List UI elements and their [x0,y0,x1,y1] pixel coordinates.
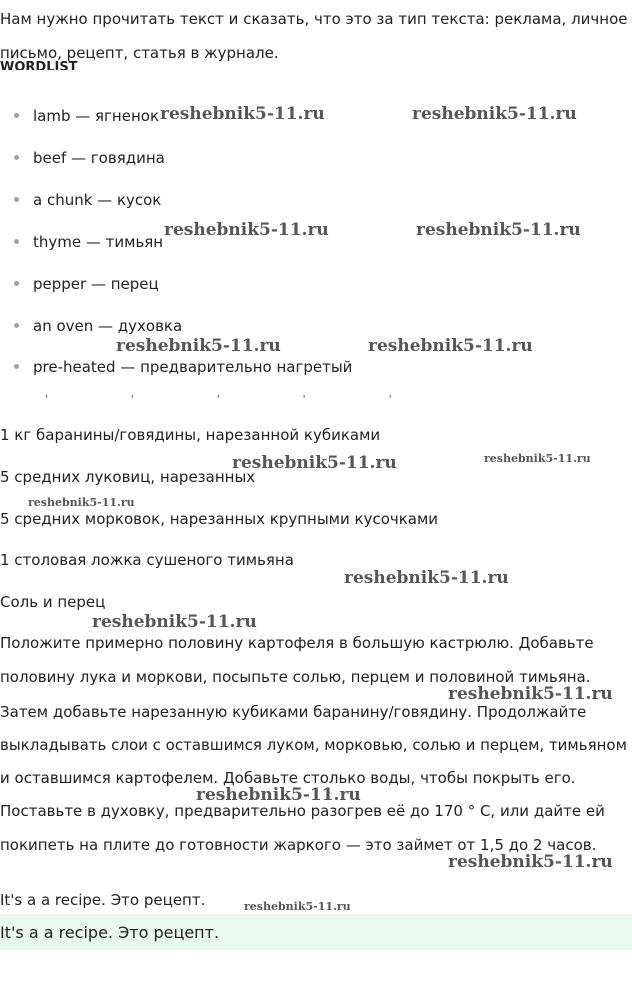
watermark: reshebnik5-11.ru [116,336,281,356]
ingredient-line: Соль и перец [0,593,106,611]
method-line: покипеть на плите до готовности жаркого — это займет от 1,5 до 2 часов. [0,836,597,854]
bullet-icon [14,239,19,244]
watermark: reshebnik5-11.ru [448,852,613,872]
bullet-icon [14,155,19,160]
watermark: reshebnik5-11.ru [344,568,509,588]
bullet-icon [14,197,19,202]
method-line: Положите примерно половину картофеля в большую кастрюлю. Добавьте [0,634,594,652]
list-item: pre-heated — предварительно нагретый [14,358,352,376]
watermark: reshebnik5-11.ru [412,104,577,124]
watermark: reshebnik5-11.ru [484,452,591,465]
watermark: reshebnik5-11.ru [196,785,361,805]
watermark: reshebnik5-11.ru [92,612,257,632]
wordlist-heading: WORDLIST [0,60,78,70]
bullet-icon [14,323,19,328]
watermark: reshebnik5-11.ru [244,900,351,913]
list-item: thyme — тимьян [14,233,163,251]
list-item: beef — говядина [14,149,165,167]
method-line: Поставьте в духовку, предварительно разогрев её до 170 ° C, или дайте ей [0,802,605,820]
watermark: reshebnik5-11.ru [448,684,613,704]
ingredient-line: 1 кг баранины/говядины, нарезанной кубиками [0,426,381,444]
method-line: и оставшимся картофелем. Добавьте столько воды, чтобы покрыть его. [0,769,576,787]
watermark: reshebnik5-11.ru [232,453,397,473]
list-item: pepper — перец [14,275,159,293]
watermark: reshebnik5-11.ru [28,496,135,509]
watermark: reshebnik5-11.ru [160,104,325,124]
list-item: an oven — духовка [14,317,182,335]
ingredient-line: 5 средних морковок, нарезанных крупными кусочками [0,510,439,528]
watermark: reshebnik5-11.ru [368,336,533,356]
watermark: reshebnik5-11.ru [164,220,329,240]
ingredient-line: 5 средних луковиц, нарезанных [0,468,256,486]
answer-text: It's a a recipe. Это рецепт. [0,923,220,942]
cut-off-text-line: ' ' ' ' ' [45,394,432,402]
watermark: reshebnik5-11.ru [416,220,581,240]
conclusion: It's a a recipe. Это рецепт. [0,891,206,909]
method-line: выкладывать слои с оставшимся луком, морковью, солью и перцем, тимьяном [0,736,627,754]
list-item: lamb — ягненок [14,107,159,125]
method-line: Затем добавьте нарезанную кубиками баранину/говядину. Продолжайте [0,703,587,721]
list-item: a chunk — кусок [14,191,161,209]
intro-line-1: Нам нужно прочитать текст и сказать, что это за тип текста: реклама, личное [0,10,628,28]
bullet-icon [14,364,19,369]
intro-line-2: письмо, рецепт, статья в журнале. [0,44,279,62]
method-line: половину лука и моркови, посыпьте солью, перцем и половиной тимьяна. [0,668,591,686]
bullet-icon [14,281,19,286]
bullet-icon [14,113,19,118]
ingredient-line: 1 столовая ложка сушеного тимьяна [0,551,294,569]
